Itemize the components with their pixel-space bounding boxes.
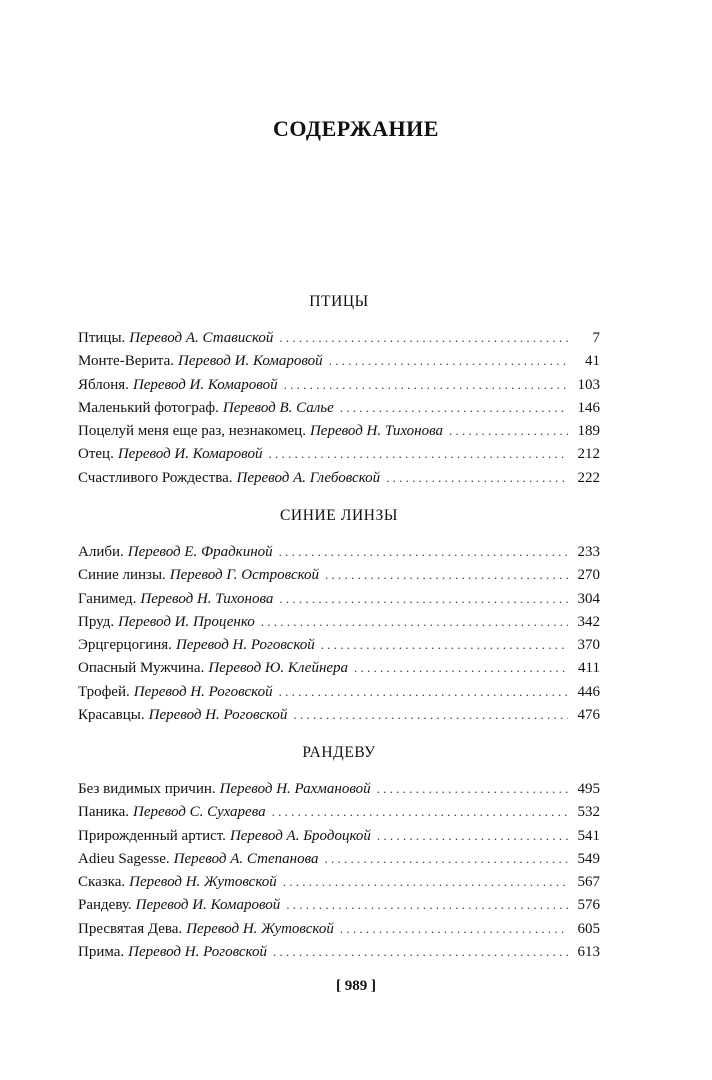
toc-section-rendezvous bbox=[78, 743, 600, 963]
toc-entry[interactable] bbox=[78, 373, 600, 396]
dot-leader bbox=[386, 466, 568, 489]
toc-entry[interactable] bbox=[78, 419, 600, 442]
entry-title: Прирожденный артист. bbox=[78, 827, 226, 844]
entry-title: Сказка. bbox=[78, 874, 126, 891]
entry-title: Трофей. bbox=[78, 683, 130, 700]
toc-entry[interactable] bbox=[78, 442, 600, 465]
entry-title: Счастливого Рождества. bbox=[78, 469, 233, 486]
entry-translator: Перевод А. Ставиской bbox=[129, 330, 274, 346]
entry-translator: Перевод И. Комаровой bbox=[178, 353, 323, 370]
entry-page-number: 342 bbox=[577, 613, 600, 630]
dot-leader bbox=[268, 442, 568, 465]
page-number: [ 989 ] bbox=[336, 978, 376, 994]
entry-translator: Перевод И. Комаровой bbox=[117, 446, 263, 463]
toc-entry[interactable] bbox=[78, 396, 600, 419]
entry-title: Прима. bbox=[78, 944, 125, 961]
toc-entry[interactable] bbox=[78, 847, 600, 870]
toc-entry[interactable] bbox=[78, 870, 600, 893]
entry-translator: Перевод В. Салье bbox=[222, 399, 334, 416]
dot-leader bbox=[321, 633, 568, 656]
section-heading: РАНДЕВУ bbox=[302, 744, 376, 761]
section-heading: СИНИЕ ЛИНЗЫ bbox=[279, 507, 399, 524]
dot-leader bbox=[377, 824, 568, 847]
entry-list bbox=[78, 540, 600, 726]
toc-section-blue-lenses bbox=[78, 506, 600, 726]
entry-translator: Перевод Г. Островской bbox=[169, 567, 320, 584]
toc-entry[interactable] bbox=[78, 656, 600, 679]
entry-title: Рандеву. bbox=[78, 897, 132, 914]
entry-page-number: 41 bbox=[585, 353, 600, 370]
entry-page-number: 567 bbox=[577, 874, 600, 891]
dot-leader bbox=[340, 396, 568, 419]
entry-list bbox=[78, 326, 600, 489]
entry-translator: Перевод С. Сухарева bbox=[133, 804, 266, 821]
entry-page-number: 541 bbox=[577, 827, 600, 844]
dot-leader bbox=[340, 917, 568, 940]
dot-leader bbox=[261, 610, 568, 633]
toc-entry[interactable] bbox=[78, 610, 600, 633]
entry-page-number: 476 bbox=[577, 707, 600, 724]
toc-entry[interactable] bbox=[78, 940, 600, 963]
entry-page-number: 189 bbox=[577, 423, 600, 440]
entry-page-number: 146 bbox=[577, 399, 600, 416]
entry-title: Поцелуй меня еще раз, незнакомец. bbox=[78, 423, 306, 440]
entry-list bbox=[78, 777, 600, 963]
entry-page-number: 576 bbox=[577, 897, 600, 914]
entry-title: Пресвятая Дева. bbox=[78, 920, 183, 937]
toc-entry[interactable] bbox=[78, 326, 600, 349]
dot-leader bbox=[273, 940, 568, 963]
entry-title: Красавцы. bbox=[78, 707, 145, 724]
entry-title: Птицы. bbox=[78, 330, 126, 346]
entry-page-number: 103 bbox=[577, 376, 600, 393]
entry-page-number: 212 bbox=[577, 446, 600, 463]
toc-entry[interactable] bbox=[78, 800, 600, 823]
dot-leader bbox=[272, 800, 568, 823]
dot-leader bbox=[329, 349, 568, 372]
entry-page-number: 532 bbox=[577, 804, 600, 821]
dot-leader bbox=[283, 870, 568, 893]
entry-title: Отец. bbox=[78, 446, 114, 463]
toc-entry[interactable] bbox=[78, 777, 600, 800]
entry-title: Маленький фотограф. bbox=[78, 399, 219, 416]
entry-page-number: 7 bbox=[592, 330, 600, 346]
entry-title: Яблоня. bbox=[78, 376, 129, 393]
toc-entry[interactable] bbox=[78, 680, 600, 703]
entry-translator: Перевод А. Глебовской bbox=[236, 469, 381, 486]
dot-leader bbox=[377, 777, 568, 800]
page-title: СОДЕРЖАНИЕ bbox=[273, 116, 439, 141]
toc-entry[interactable] bbox=[78, 703, 600, 726]
entry-title: Пруд. bbox=[78, 613, 115, 630]
toc-entry[interactable] bbox=[78, 917, 600, 940]
entry-page-number: 233 bbox=[577, 544, 600, 560]
entry-translator: Перевод А. Степанова bbox=[173, 850, 319, 867]
entry-page-number: 222 bbox=[577, 469, 600, 486]
entry-title: Без видимых причин. bbox=[78, 781, 216, 797]
entry-title: Паника. bbox=[78, 804, 130, 821]
dot-leader bbox=[449, 419, 568, 442]
entry-translator: Перевод Н. Рахмановой bbox=[219, 781, 371, 797]
entry-translator: Перевод Н. Тихонова bbox=[140, 590, 274, 607]
entry-page-number: 270 bbox=[577, 567, 600, 584]
entry-page-number: 370 bbox=[577, 637, 600, 654]
toc-entry[interactable] bbox=[78, 563, 600, 586]
entry-page-number: 446 bbox=[577, 683, 600, 700]
dot-leader bbox=[284, 373, 568, 396]
entry-page-number: 304 bbox=[577, 590, 600, 607]
toc-entry[interactable] bbox=[78, 349, 600, 372]
entry-translator: Перевод Н. Жутовской bbox=[186, 920, 334, 937]
entry-page-number: 605 bbox=[577, 920, 600, 937]
entry-translator: Перевод Ю. Клейнера bbox=[208, 660, 349, 677]
dot-leader bbox=[325, 563, 568, 586]
section-heading: ПТИЦЫ bbox=[309, 293, 369, 310]
entry-translator: Перевод И. Комаровой bbox=[132, 376, 278, 393]
entry-translator: Перевод Е. Фрадкиной bbox=[127, 544, 273, 560]
dot-leader bbox=[293, 703, 568, 726]
dot-leader bbox=[279, 587, 568, 610]
dot-leader bbox=[279, 326, 568, 349]
entry-title: Опасный Мужчина. bbox=[78, 660, 205, 677]
entry-translator: Перевод Н. Тихонова bbox=[309, 423, 444, 440]
toc-section-birds bbox=[78, 292, 600, 489]
entry-title: Алиби. bbox=[78, 544, 124, 560]
entry-translator: Перевод Н. Роговской bbox=[128, 944, 267, 961]
entry-page-number: 613 bbox=[577, 944, 600, 961]
entry-translator: Перевод И. Комаровой bbox=[135, 897, 281, 914]
dot-leader bbox=[324, 847, 568, 870]
toc-entry[interactable] bbox=[78, 893, 600, 916]
entry-translator: Перевод Н. Жутовской bbox=[129, 874, 277, 891]
entry-title: Adieu Sagesse. bbox=[78, 850, 170, 867]
entry-page-number: 411 bbox=[578, 660, 600, 677]
entry-title: Синие линзы. bbox=[78, 567, 166, 584]
toc-entry[interactable] bbox=[78, 633, 600, 656]
dot-leader bbox=[354, 656, 568, 679]
entry-translator: Перевод А. Бродоцкой bbox=[229, 827, 371, 844]
entry-title: Монте-Верита. bbox=[78, 353, 175, 370]
toc-entry[interactable] bbox=[78, 824, 600, 847]
entry-title: Эрцгерцогиня. bbox=[78, 637, 172, 654]
toc-entry[interactable] bbox=[78, 466, 600, 489]
toc-entry[interactable] bbox=[78, 540, 600, 563]
dot-leader bbox=[279, 540, 568, 563]
toc-entry[interactable] bbox=[78, 587, 600, 610]
dot-leader bbox=[286, 893, 568, 916]
entry-translator: Перевод И. Проценко bbox=[118, 613, 255, 630]
entry-page-number: 495 bbox=[577, 781, 600, 797]
entry-translator: Перевод Н. Роговской bbox=[133, 683, 273, 700]
dot-leader bbox=[279, 680, 568, 703]
entry-translator: Перевод Н. Роговской bbox=[148, 707, 288, 724]
entry-translator: Перевод Н. Роговской bbox=[175, 637, 315, 654]
entry-title: Ганимед. bbox=[78, 590, 137, 607]
entry-page-number: 549 bbox=[577, 850, 600, 867]
